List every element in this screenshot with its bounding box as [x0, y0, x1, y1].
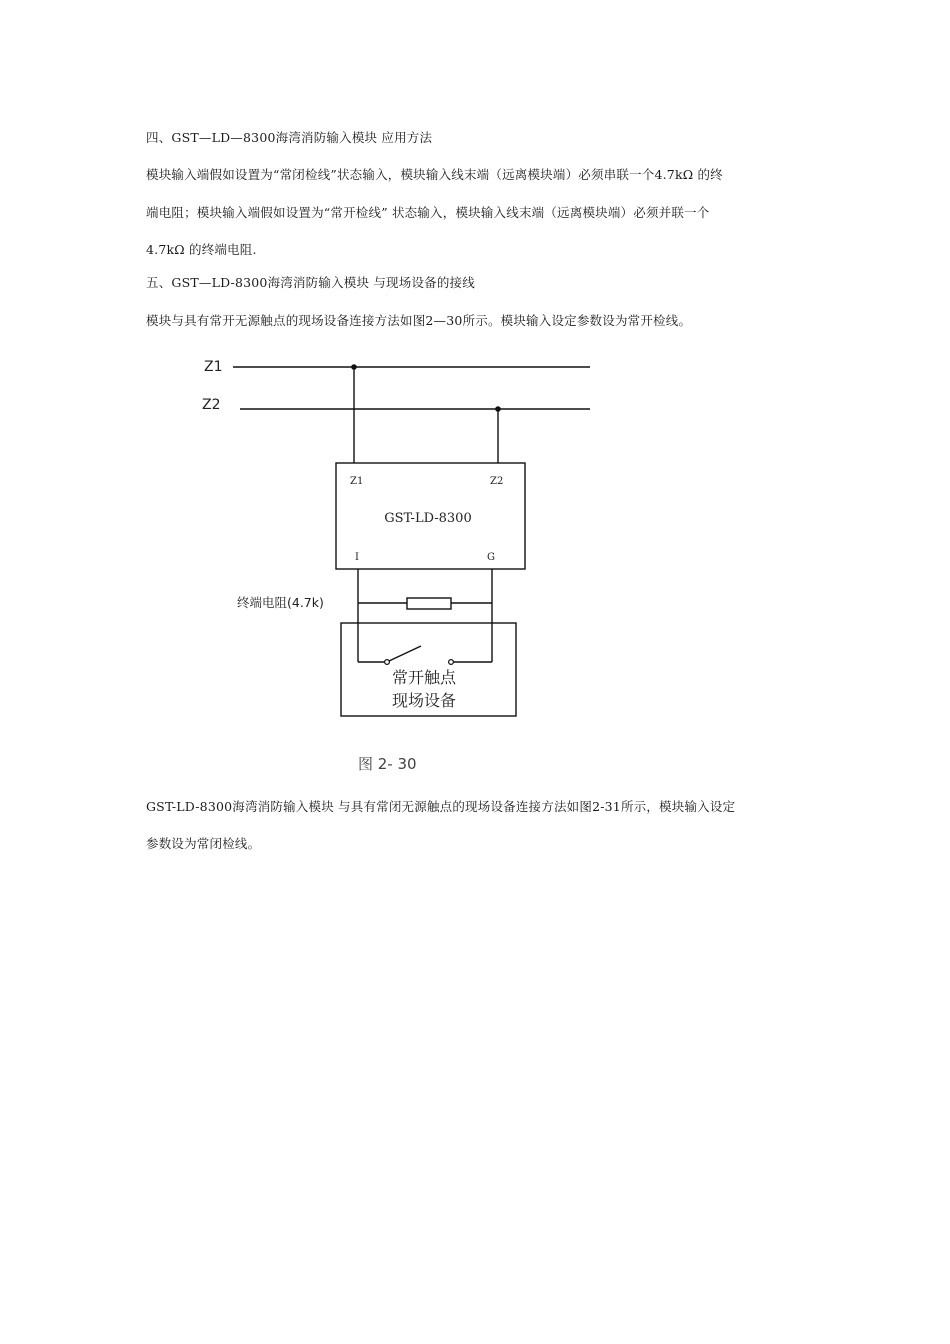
- field-device-label-line-1: 常开触点: [391, 668, 457, 687]
- section-6-paragraph-line-2: 参数设为常闭检线。: [146, 836, 261, 851]
- resistor-label: 终端电阻(4.7k): [237, 595, 324, 610]
- switch-blade: [389, 646, 421, 661]
- section-5-heading: 五、GST—LD-8300海湾消防输入模块 与现场设备的接线: [146, 275, 475, 290]
- switch-contact-left: [385, 660, 390, 665]
- section-5-paragraph: 模块与具有常开无源触点的现场设备连接方法如图2—30所示。模块输入设定参数设为常开检线。: [146, 313, 692, 328]
- section-4-paragraph-line-1: 模块输入端假如设置为“常闭检线”状态输入，模块输入线末端（远离模块端）必须串联一个4.7kΩ 的终: [146, 167, 723, 182]
- section-6-paragraph-line-1: GST-LD-8300海湾消防输入模块 与具有常闭无源触点的现场设备连接方法如图2-31所示，模块输入设定: [146, 799, 736, 814]
- module-terminal-z2: Z2: [490, 476, 504, 487]
- junction-dot-z2: [495, 406, 501, 412]
- switch-contact-right: [449, 660, 454, 665]
- junction-dot-z1: [351, 364, 357, 370]
- module-terminal-g: G: [487, 552, 495, 563]
- section-4-heading: 四、GST—LD—8300海湾消防输入模块 应用方法: [146, 130, 433, 145]
- section-4-paragraph-line-2: 端电阻；模块输入端假如设置为“常开检线” 状态输入，模块输入线末端（远离模块端）必须并联一个: [146, 205, 710, 220]
- module-name: GST-LD-8300: [384, 511, 472, 526]
- section-4-paragraph-line-3: 4.7kΩ 的终端电阻.: [146, 242, 257, 257]
- bus-label-z2: Z2: [202, 397, 221, 413]
- bus-label-z1: Z1: [204, 359, 223, 375]
- resistor: [407, 598, 451, 609]
- field-device-label-line-2: 现场设备: [391, 691, 457, 710]
- module-terminal-i: I: [355, 552, 359, 563]
- figure-caption: 图 2- 30: [358, 755, 417, 773]
- module-terminal-z1: Z1: [350, 476, 364, 487]
